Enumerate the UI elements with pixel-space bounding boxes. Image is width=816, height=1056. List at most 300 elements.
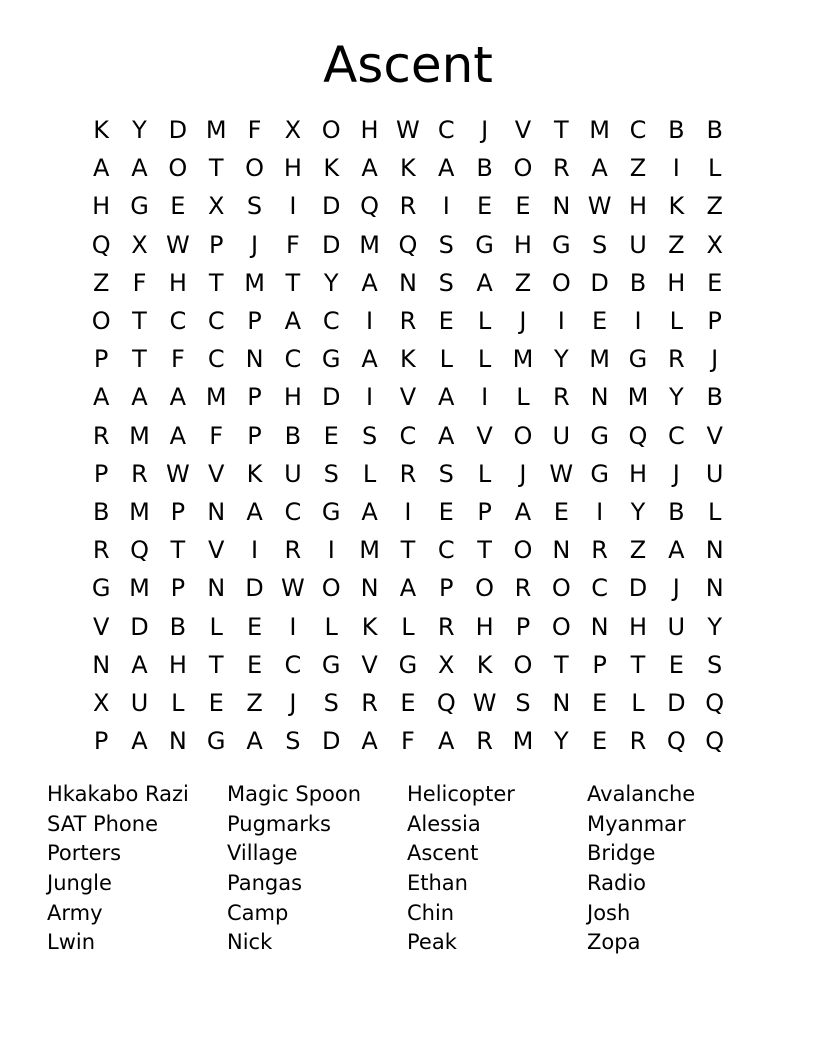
grid-cell: U xyxy=(130,688,149,717)
grid-cell: X xyxy=(131,230,148,259)
grid-cell: E xyxy=(400,688,416,717)
grid-cell: A xyxy=(361,345,378,374)
grid-cell: H xyxy=(628,192,647,221)
grid-cell: N xyxy=(245,345,264,374)
grid-cell: I xyxy=(404,497,412,526)
grid-cell: G xyxy=(398,650,418,679)
grid-cell: E xyxy=(438,307,454,336)
grid-cell: T xyxy=(132,345,147,374)
grid-cell: B xyxy=(706,383,723,412)
grid-cell: P xyxy=(170,574,186,603)
grid-cell: V xyxy=(207,536,225,565)
word-list-item: Porters xyxy=(47,841,122,866)
grid-cell: S xyxy=(515,688,531,717)
grid-cell: O xyxy=(245,154,264,183)
grid-cell: W xyxy=(549,459,574,488)
grid-cell: A xyxy=(92,154,110,183)
grid-cell: L xyxy=(401,612,415,641)
grid-cell: Y xyxy=(553,345,569,374)
grid-cell: B xyxy=(169,612,187,641)
grid-cell: S xyxy=(438,268,454,297)
grid-cell: O xyxy=(513,650,533,679)
grid-cell: P xyxy=(247,421,262,450)
grid-cell: J xyxy=(672,574,680,603)
grid-cell: K xyxy=(476,650,493,679)
grid-cell: E xyxy=(170,192,186,221)
grid-cell: M xyxy=(589,116,610,145)
grid-cell: Z xyxy=(706,192,723,221)
grid-cell: I xyxy=(327,536,335,565)
grid-cell: L xyxy=(669,307,684,336)
word-list-item: Hkakabo Razi xyxy=(47,782,189,807)
grid-cell: L xyxy=(439,345,453,374)
grid-cell: Z xyxy=(246,688,263,717)
grid-cell: F xyxy=(170,345,185,374)
grid-cell: K xyxy=(246,459,263,488)
grid-cell: R xyxy=(92,421,110,450)
word-list-item: Ethan xyxy=(407,871,468,896)
grid-cell: L xyxy=(324,612,338,641)
grid-cell: Y xyxy=(707,612,722,641)
grid-cell: C xyxy=(629,116,647,145)
grid-cell: S xyxy=(707,650,723,679)
grid-cell: R xyxy=(284,536,302,565)
grid-cell: T xyxy=(477,536,492,565)
grid-cell: V xyxy=(514,116,532,145)
grid-cell: H xyxy=(92,192,111,221)
grid-cell: M xyxy=(589,345,610,374)
grid-cell: O xyxy=(91,307,111,336)
grid-cell: C xyxy=(207,345,225,374)
grid-cell: A xyxy=(476,268,493,297)
grid-cell: B xyxy=(476,154,493,183)
grid-cell: P xyxy=(93,727,109,756)
grid-cell: C xyxy=(667,421,685,450)
grid-cell: O xyxy=(168,154,188,183)
grid-cell: N xyxy=(705,574,724,603)
grid-cell: E xyxy=(477,192,493,221)
word-list-item: Josh xyxy=(587,900,631,925)
grid-cell: L xyxy=(707,497,722,526)
grid-cell: K xyxy=(323,154,340,183)
grid-cell: C xyxy=(284,497,302,526)
grid-cell: M xyxy=(129,574,150,603)
grid-cell: H xyxy=(283,154,302,183)
grid-cell: O xyxy=(475,574,495,603)
grid-cell: C xyxy=(591,574,609,603)
grid-cell: Q xyxy=(398,230,418,259)
grid-cell: R xyxy=(399,307,417,336)
word-list-item: Peak xyxy=(407,930,457,955)
grid-cell: G xyxy=(321,650,341,679)
grid-cell: D xyxy=(130,612,149,641)
grid-cell: W xyxy=(472,688,497,717)
grid-cell: M xyxy=(512,345,534,374)
grid-cell: O xyxy=(551,574,571,603)
word-list-item: Magic Spoon xyxy=(227,782,362,807)
word-list-item: Camp xyxy=(227,900,289,925)
grid-cell: J xyxy=(251,230,259,259)
grid-cell: N xyxy=(552,536,571,565)
grid-cell: N xyxy=(590,612,609,641)
grid-cell: W xyxy=(396,116,420,145)
grid-cell: A xyxy=(246,727,263,756)
grid-cell: N xyxy=(360,574,379,603)
grid-cell: Q xyxy=(628,421,648,450)
word-list-item: Zopa xyxy=(587,930,641,955)
grid-cell: I xyxy=(289,192,297,221)
grid-cell: I xyxy=(442,192,450,221)
grid-cell: G xyxy=(628,345,648,374)
grid-cell: D xyxy=(667,688,686,717)
word-list-item: Nick xyxy=(227,930,273,955)
grid-cell: P xyxy=(515,612,531,641)
grid-cell: A xyxy=(399,574,417,603)
grid-cell: B xyxy=(629,268,647,297)
word-list xyxy=(47,780,767,960)
grid-cell: T xyxy=(400,536,416,565)
grid-cell: E xyxy=(592,688,608,717)
grid-cell: H xyxy=(628,612,647,641)
grid-cell: C xyxy=(437,536,455,565)
grid-cell: M xyxy=(129,421,150,450)
grid-cell: N xyxy=(207,574,226,603)
grid-cell: U xyxy=(667,612,686,641)
grid-cell: T xyxy=(170,536,186,565)
grid-cell: D xyxy=(321,727,341,756)
grid-cell: N xyxy=(207,497,226,526)
grid-cell: C xyxy=(284,345,302,374)
grid-cell: V xyxy=(476,421,493,450)
grid-cell: I xyxy=(596,497,604,526)
grid-cell: L xyxy=(171,688,185,717)
grid-cell: A xyxy=(169,383,187,412)
grid-cell: A xyxy=(438,154,455,183)
grid-cell: L xyxy=(631,688,645,717)
grid-cell: Z xyxy=(514,268,532,297)
grid-cell: K xyxy=(400,154,416,183)
grid-cell: N xyxy=(705,536,724,565)
grid-cell: D xyxy=(628,574,648,603)
grid-cell: G xyxy=(321,497,341,526)
grid-cell: Y xyxy=(132,116,147,145)
grid-cell: B xyxy=(668,497,685,526)
grid-cell: J xyxy=(672,459,680,488)
grid-cell: R xyxy=(514,574,532,603)
grid-cell: A xyxy=(92,383,110,412)
grid-cell: A xyxy=(591,154,608,183)
grid-cell: O xyxy=(513,421,533,450)
grid-cell: A xyxy=(361,268,378,297)
grid-cell: R xyxy=(552,383,570,412)
grid-cell: D xyxy=(321,192,341,221)
grid-cell: P xyxy=(247,383,262,412)
word-list-item: Alessia xyxy=(407,811,481,836)
word-list-item: Jungle xyxy=(47,871,112,896)
word-list-item: Pugmarks xyxy=(227,811,331,836)
grid-cell: S xyxy=(438,459,454,488)
grid-cell: R xyxy=(92,536,110,565)
grid-cell: N xyxy=(552,192,571,221)
grid-cell: M xyxy=(512,727,534,756)
grid-cell: T xyxy=(208,268,224,297)
grid-cell: M xyxy=(359,230,380,259)
grid-cell: G xyxy=(590,421,609,450)
grid-cell: L xyxy=(477,459,492,488)
grid-cell: M xyxy=(244,268,265,297)
grid-cell: N xyxy=(398,268,417,297)
grid-cell: J xyxy=(711,345,719,374)
word-list-item: Ascent xyxy=(407,841,479,866)
grid-cell: J xyxy=(519,459,527,488)
grid-cell: F xyxy=(401,727,415,756)
word-list-item: Myanmar xyxy=(587,811,686,836)
grid-cell: W xyxy=(281,574,305,603)
grid-cell: P xyxy=(93,345,109,374)
grid-cell: P xyxy=(247,307,262,336)
grid-cell: S xyxy=(361,421,378,450)
grid-cell: Z xyxy=(668,230,685,259)
grid-cell: T xyxy=(630,650,646,679)
grid-cell: W xyxy=(587,192,612,221)
grid-cell: L xyxy=(477,345,492,374)
grid-cell: L xyxy=(707,154,722,183)
grid-cell: H xyxy=(513,230,532,259)
grid-cell: G xyxy=(590,459,609,488)
grid-cell: U xyxy=(629,230,647,259)
grid-cell: K xyxy=(93,116,110,145)
grid-cell: O xyxy=(321,574,341,603)
grid-cell: Q xyxy=(130,536,149,565)
grid-cell: M xyxy=(359,536,380,565)
grid-cell: L xyxy=(209,612,223,641)
grid-cell: T xyxy=(132,307,147,336)
grid-cell: I xyxy=(366,383,374,412)
grid-cell: A xyxy=(668,536,685,565)
grid-cell: U xyxy=(705,459,724,488)
grid-cell: N xyxy=(92,650,111,679)
grid-cell: C xyxy=(169,307,187,336)
grid-cell: V xyxy=(207,459,225,488)
grid-cell: W xyxy=(165,230,190,259)
grid-cell: P xyxy=(439,574,454,603)
word-list-item: Pangas xyxy=(227,871,303,896)
grid-cell: A xyxy=(438,421,455,450)
grid-cell: H xyxy=(667,268,686,297)
grid-cell: V xyxy=(92,612,110,641)
grid-cell: H xyxy=(360,116,379,145)
grid-cell: F xyxy=(285,230,300,259)
grid-cell: T xyxy=(553,116,569,145)
grid-cell: G xyxy=(551,230,571,259)
grid-cell: P xyxy=(592,650,607,679)
grid-cell: S xyxy=(592,230,608,259)
grid-cell: Y xyxy=(553,727,569,756)
grid-cell: F xyxy=(209,421,224,450)
word-list-item: Army xyxy=(47,900,103,925)
grid-cell: R xyxy=(476,727,493,756)
grid-cell: Z xyxy=(629,154,647,183)
grid-cell: G xyxy=(130,192,149,221)
grid-cell: Q xyxy=(91,230,111,259)
grid-cell: X xyxy=(92,688,110,717)
grid-cell: E xyxy=(592,727,608,756)
grid-cell: A xyxy=(438,383,455,412)
word-list-item: Bridge xyxy=(587,841,656,866)
grid-cell: R xyxy=(629,727,647,756)
grid-cell: Y xyxy=(630,497,646,526)
grid-cell: P xyxy=(707,307,722,336)
word-list-item: Village xyxy=(227,841,298,866)
grid-cell: Z xyxy=(629,536,647,565)
grid-cell: H xyxy=(168,650,187,679)
grid-cell: I xyxy=(557,307,565,336)
grid-cell: O xyxy=(513,536,533,565)
grid-cell: H xyxy=(168,268,187,297)
grid-cell: F xyxy=(247,116,262,145)
grid-cell: R xyxy=(437,612,455,641)
grid-cell: G xyxy=(206,727,226,756)
grid-cell: F xyxy=(132,268,147,297)
grid-cell: G xyxy=(475,230,494,259)
grid-cell: O xyxy=(321,116,341,145)
grid-cell: Z xyxy=(92,268,110,297)
grid-cell: N xyxy=(552,688,571,717)
grid-cell: Q xyxy=(705,727,725,756)
grid-cell: A xyxy=(131,383,148,412)
grid-cell: J xyxy=(481,116,489,145)
grid-cell: X xyxy=(207,192,225,221)
grid-cell: Y xyxy=(323,268,339,297)
grid-cell: W xyxy=(165,459,190,488)
grid-cell: A xyxy=(131,154,148,183)
grid-cell: I xyxy=(481,383,489,412)
grid-cell: V xyxy=(399,383,417,412)
grid-cell: R xyxy=(399,192,417,221)
grid-cell: E xyxy=(707,268,723,297)
word-list-item: Radio xyxy=(587,871,647,896)
word-list-item: Lwin xyxy=(47,930,96,955)
grid-cell: H xyxy=(283,383,302,412)
grid-cell: H xyxy=(475,612,494,641)
grid-cell: S xyxy=(246,192,263,221)
grid-cell: S xyxy=(323,688,339,717)
grid-cell: M xyxy=(205,116,227,145)
grid-cell: G xyxy=(321,345,341,374)
grid-cell: A xyxy=(361,154,378,183)
grid-cell: I xyxy=(634,307,642,336)
grid-cell: M xyxy=(627,383,649,412)
grid-cell: B xyxy=(92,497,110,526)
grid-cell: C xyxy=(322,307,340,336)
grid-cell: S xyxy=(438,230,454,259)
word-list-item: Avalanche xyxy=(587,782,696,807)
grid-cell: K xyxy=(400,345,416,374)
word-list-item: Helicopter xyxy=(407,782,515,807)
grid-cell: E xyxy=(208,688,224,717)
grid-cell: C xyxy=(399,421,417,450)
grid-cell: B xyxy=(706,116,723,145)
grid-cell: A xyxy=(131,727,148,756)
grid-cell: Y xyxy=(668,383,684,412)
grid-cell: I xyxy=(366,307,374,336)
grid-cell: R xyxy=(131,459,148,488)
grid-cell: Q xyxy=(436,688,456,717)
grid-cell: X xyxy=(284,116,302,145)
grid-cell: A xyxy=(514,497,532,526)
grid-cell: X xyxy=(706,230,723,259)
grid-cell: T xyxy=(208,154,224,183)
grid-cell: O xyxy=(513,154,533,183)
grid-cell: D xyxy=(321,383,341,412)
grid-cell: I xyxy=(672,154,680,183)
grid-cell: E xyxy=(668,650,684,679)
grid-cell: U xyxy=(552,421,571,450)
grid-cell: R xyxy=(591,536,608,565)
page-title: Ascent xyxy=(323,36,493,94)
grid-cell: E xyxy=(515,192,531,221)
grid-cell: A xyxy=(246,497,263,526)
grid-cell: R xyxy=(361,688,378,717)
grid-cell: D xyxy=(590,268,609,297)
grid-cell: D xyxy=(168,116,188,145)
grid-cell: N xyxy=(590,383,609,412)
grid-cell: E xyxy=(592,307,608,336)
grid-cell: H xyxy=(628,459,647,488)
grid-cell: E xyxy=(553,497,569,526)
grid-cell: T xyxy=(285,268,301,297)
grid-cell: M xyxy=(129,497,150,526)
grid-cell: L xyxy=(362,459,377,488)
grid-cell: P xyxy=(170,497,186,526)
grid-cell: P xyxy=(477,497,492,526)
grid-cell: C xyxy=(437,116,455,145)
grid-cell: M xyxy=(205,383,227,412)
grid-cell: D xyxy=(321,230,341,259)
grid-cell: E xyxy=(438,497,454,526)
grid-cell: R xyxy=(399,459,417,488)
grid-cell: A xyxy=(284,307,302,336)
word-list-item: SAT Phone xyxy=(47,811,159,836)
grid-cell: S xyxy=(323,459,339,488)
grid-cell: C xyxy=(207,307,225,336)
grid-cell: P xyxy=(93,459,109,488)
grid-cell: V xyxy=(361,650,378,679)
grid-cell: Q xyxy=(666,727,686,756)
grid-cell: A xyxy=(131,650,148,679)
grid-cell: U xyxy=(284,459,302,488)
word-list-item: Chin xyxy=(407,900,455,925)
grid-cell: J xyxy=(289,688,297,717)
grid-cell: T xyxy=(553,650,569,679)
grid-cell: A xyxy=(361,497,378,526)
letter-grid xyxy=(82,111,734,760)
grid-cell: D xyxy=(245,574,264,603)
grid-cell: Q xyxy=(360,192,380,221)
grid-cell: J xyxy=(519,307,527,336)
grid-cell: O xyxy=(551,268,571,297)
grid-cell: L xyxy=(477,307,492,336)
grid-cell: K xyxy=(361,612,378,641)
grid-cell: R xyxy=(552,154,570,183)
grid-cell: V xyxy=(706,421,723,450)
grid-cell: L xyxy=(516,383,530,412)
grid-cell: O xyxy=(551,612,571,641)
grid-cell: A xyxy=(361,727,378,756)
grid-cell: E xyxy=(246,650,263,679)
grid-cell: B xyxy=(668,116,685,145)
grid-cell: K xyxy=(668,192,685,221)
